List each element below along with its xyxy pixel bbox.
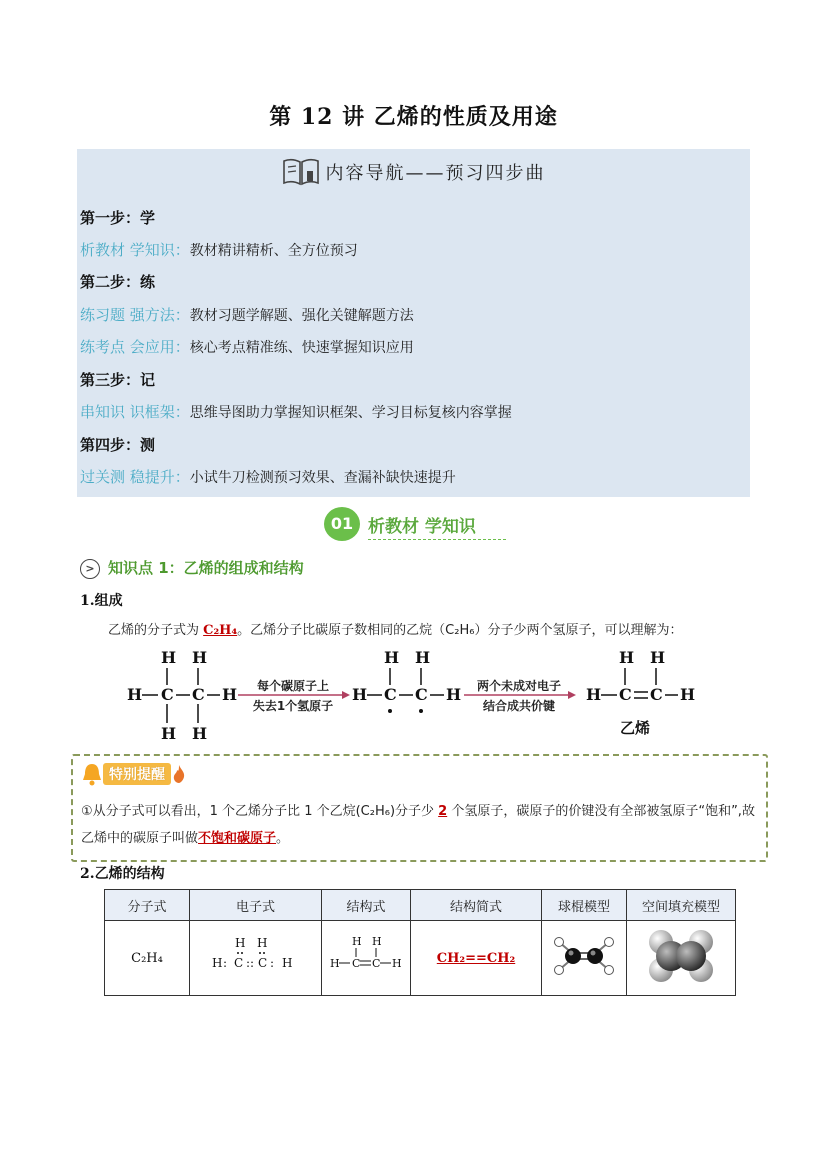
svg-text::: :: [222, 956, 227, 970]
molecular-formula-cell: C₂H₄: [105, 921, 190, 996]
svg-text:H: H: [586, 685, 602, 704]
svg-text:C: C: [384, 685, 397, 704]
tip-text-a: ①从分子式可以看出，1 个乙烯分子比 1 个乙烷(C₂H₆)分子少: [81, 804, 439, 819]
space-filling-model-image: [643, 926, 719, 986]
svg-text:C: C: [619, 685, 632, 704]
nav-row-text: 思维导图助力掌握知识框架、学习目标复核内容掌握: [189, 405, 512, 421]
section-banner: [324, 507, 506, 541]
svg-text:C: C: [192, 685, 205, 704]
ball-stick-model-image: [549, 932, 619, 980]
simplified-formula-answer: CH₂==CH₂: [436, 950, 516, 966]
answer-formula: C₂H₄: [203, 623, 238, 638]
svg-text::: :: [245, 956, 250, 970]
nav-row-key: 串知识 识框架：: [80, 403, 190, 421]
arrow-2-label-top: 两个未成对电子: [476, 679, 561, 693]
special-reminder-box: [71, 754, 768, 862]
nav-row-1: [80, 239, 358, 260]
intro-text-a: 乙烯的分子式为: [108, 623, 204, 638]
structural-formula-cell: [322, 921, 411, 996]
content-navigation-panel: [77, 149, 750, 497]
nav-row-key: 析教材 学知识：: [80, 241, 190, 259]
bell-icon: [81, 762, 103, 786]
col-electron-formula: 电子式: [190, 890, 322, 921]
svg-text:H: H: [330, 957, 340, 970]
intro-text-b: 。乙烯分子比碳原子数相同的乙烷（C₂H₆）分子少两个氢原子，可以理解为：: [237, 623, 683, 638]
intermediate-structure: [352, 648, 461, 713]
step-2: 第二步：练: [80, 273, 156, 291]
knowledge-point-heading: [80, 557, 304, 579]
svg-text:H: H: [446, 685, 462, 704]
svg-text:H: H: [372, 935, 382, 948]
tip-text-c: 。: [276, 831, 290, 846]
col-ball-stick-model: 球棍模型: [542, 890, 627, 921]
part1-heading: 1.组成: [80, 593, 123, 609]
reminder-tag-label: 特别提醒: [103, 763, 171, 785]
svg-text:C: C: [415, 685, 428, 704]
arrow-2-label-bottom: 结合成共价键: [482, 699, 555, 713]
space-filling-model-cell: [627, 921, 736, 996]
reminder-text: [81, 798, 758, 852]
col-structural-formula: 结构式: [322, 890, 411, 921]
nav-row-key: 练考点 会应用：: [80, 338, 190, 356]
chevron-right-icon: >: [80, 559, 100, 579]
step-4: 第四步：测: [80, 436, 156, 454]
ethylene-structure: [586, 648, 695, 704]
table-row: [105, 921, 736, 996]
structural-formula-diagram: [328, 934, 404, 978]
part1-intro: [108, 619, 682, 638]
page-title: 第 12 讲 乙烯的性质及用途: [269, 104, 558, 130]
nav-row-text: 教材习题学解题、强化关键解题方法: [189, 308, 414, 324]
ball-stick-model-cell: [542, 921, 627, 996]
simplified-formula-cell: [411, 921, 542, 996]
arrow-1-label-bottom: 失去1个氢原子: [252, 699, 334, 713]
section-title: 析教材 学知识: [368, 517, 476, 537]
col-simplified-formula: 结构简式: [411, 890, 542, 921]
svg-text:H: H: [161, 724, 177, 743]
tip-text-b: 个氢原子，碳原子的价键没有全部被氢原子“饱和”,故乙烯中的碳原子叫做: [81, 804, 755, 846]
nav-heading: [77, 155, 750, 189]
svg-text:H: H: [619, 648, 635, 667]
nav-row-3: [80, 336, 414, 357]
book-icon: [282, 157, 320, 187]
svg-text::: :: [269, 956, 274, 970]
part2-heading: 2.乙烯的结构: [80, 866, 165, 882]
arrow-1-label-top: 每个碳原子上: [256, 679, 329, 693]
nav-heading-text: 内容导航——预习四步曲: [325, 163, 546, 184]
nav-row-key: 练习题 强方法：: [80, 306, 190, 324]
svg-text:H: H: [127, 685, 143, 704]
svg-text:H: H: [222, 685, 238, 704]
section-underline: [368, 539, 506, 540]
svg-text:C: C: [233, 956, 243, 970]
col-molecular-formula: 分子式: [105, 890, 190, 921]
svg-text:H: H: [192, 724, 208, 743]
svg-text:H: H: [384, 648, 400, 667]
svg-text:C: C: [161, 685, 174, 704]
svg-text:C: C: [257, 956, 267, 970]
ethylene-structure-table: [104, 889, 736, 996]
table-header-row: [105, 890, 736, 921]
product-name: 乙烯: [620, 719, 651, 737]
svg-text:H: H: [281, 956, 292, 970]
svg-text:H: H: [392, 957, 402, 970]
section-number: 01: [324, 507, 360, 541]
svg-text::: :: [249, 956, 254, 970]
nav-row-text: 核心考点精准练、快速掌握知识应用: [189, 340, 414, 356]
svg-text:C: C: [372, 957, 381, 970]
knowledge-point-text: 知识点 1：乙烯的组成和结构: [108, 559, 304, 577]
svg-text:H: H: [680, 685, 696, 704]
electron-dot-diagram: [208, 934, 304, 978]
svg-text:H: H: [415, 648, 431, 667]
svg-text:H: H: [352, 685, 368, 704]
nav-row-text: 小试牛刀检测预习效果、查漏补缺快速提升: [189, 470, 456, 486]
step-1: 第一步：学: [80, 209, 156, 227]
svg-text:H: H: [234, 936, 245, 950]
nav-row-key: 过关测 稳提升：: [80, 468, 190, 486]
tip-blank-2: 不饱和碳原子: [198, 831, 277, 846]
svg-text:H: H: [650, 648, 666, 667]
nav-row-5: [80, 466, 456, 487]
svg-text:H: H: [256, 936, 267, 950]
svg-text:H: H: [211, 956, 222, 970]
nav-row-2: [80, 304, 414, 325]
svg-text:H: H: [161, 648, 177, 667]
svg-text:C: C: [650, 685, 663, 704]
nav-row-text: 教材精讲精析、全方位预习: [189, 243, 358, 259]
tip-blank-1: 2: [438, 804, 448, 819]
reminder-tag: [81, 762, 187, 786]
col-space-filling-model: 空间填充模型: [627, 890, 736, 921]
flame-icon: [171, 764, 187, 784]
electron-formula-cell: [190, 921, 322, 996]
svg-text:H: H: [192, 648, 208, 667]
step-3: 第三步：记: [80, 371, 156, 389]
ethane-structure: [127, 648, 237, 743]
nav-row-4: [80, 401, 512, 422]
svg-text:H: H: [352, 935, 362, 948]
svg-text:C: C: [352, 957, 361, 970]
